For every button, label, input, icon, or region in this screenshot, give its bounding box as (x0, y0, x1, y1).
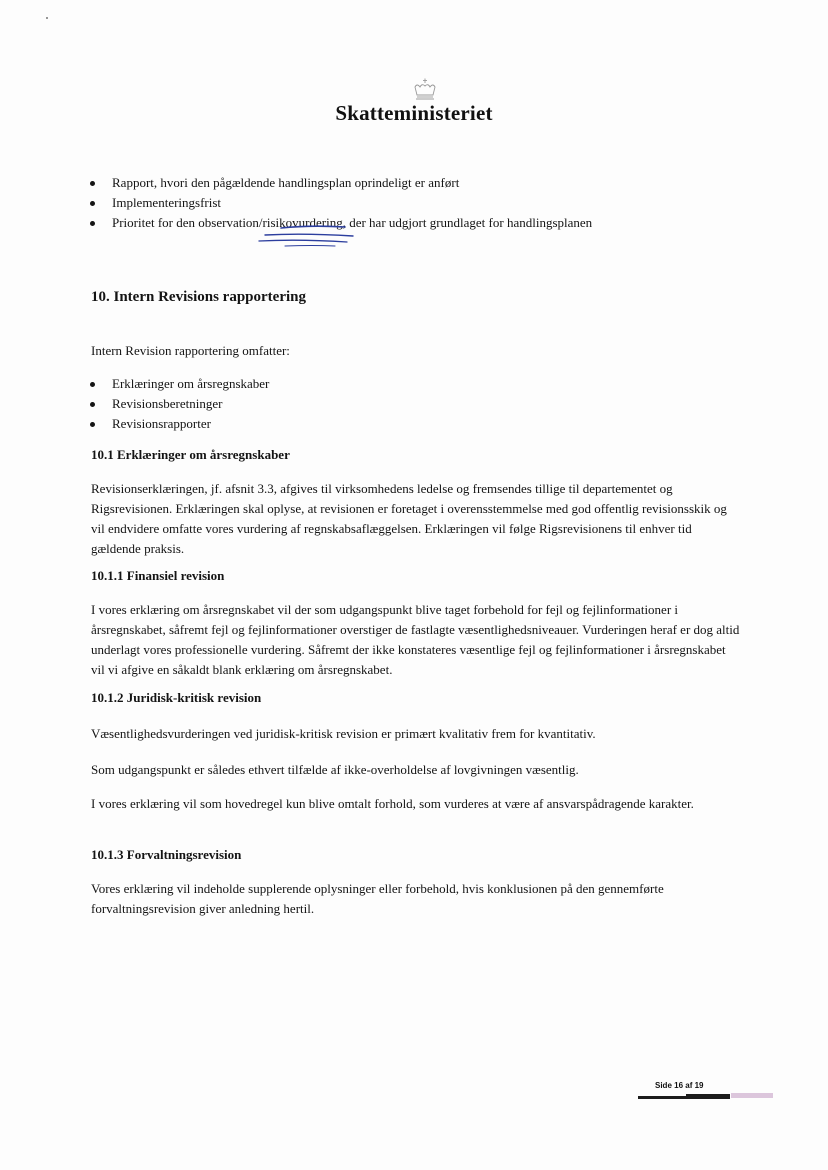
list-item: Implementeringsfrist (88, 193, 592, 213)
list-item: Revisionsberetninger (88, 394, 269, 414)
list-item: Revisionsrapporter (88, 414, 269, 434)
footer-rule-thick (686, 1094, 730, 1099)
paragraph: Som udgangspunkt er således ethvert tilfælde af ikke-overholdelse af lovgivningen væsentlig. (91, 762, 579, 777)
list-item: Rapport, hvori den pågældende handlingsplan oprindeligt er anført (88, 173, 592, 193)
subsection-heading: 10.1.3 Forvaltningsrevision (91, 847, 242, 862)
page-number: Side 16 af 19 (655, 1081, 704, 1090)
ministry-title: Skatteministeriet (335, 101, 493, 125)
paragraph: Revisionserklæringen, jf. afsnit 3.3, afgives til virksomhedens ledelse og fremsendes tillige til departementet og Rigsrevisionen. Erklæringen skal oplyse, at revisionen er foretaget i overensstemmelse med god offentlig revisionsskik og vil endvidere omfatte vores vurdering af regnskabsaflæggelsen. Erklæringen vil følge Rigsrevisionens til enhver tid gældende praksis. (91, 481, 727, 556)
crown-logo-icon (412, 78, 438, 100)
scan-speck (46, 17, 48, 19)
subsection-heading: 10.1.2 Juridisk-kritisk revision (91, 690, 262, 705)
paragraph: I vores erklæring vil som hovedregel kun blive omtalt forhold, som vurderes at være af ansvarspådragende karakter. (91, 796, 694, 811)
paragraph: Væsentlighedsvurderingen ved juridisk-kritisk revision er primært kvalitativ frem for kvantitativ. (91, 726, 596, 741)
paragraph: Vores erklæring vil indeholde supplerende oplysninger eller forbehold, hvis konklusionen på den gennemførte forvaltningsrevision giver anledning hertil. (91, 881, 664, 916)
report-types-list (88, 374, 269, 434)
list-item: Prioritet for den observation/risikovurdering, der har udgjort grundlaget for handlingsplanen (88, 213, 592, 233)
list-item: Erklæringer om årsregnskaber (88, 374, 269, 394)
section-heading: 10. Intern Revisions rapportering (91, 289, 306, 305)
subsection-heading: 10.1 Erklæringer om årsregnskaber (91, 447, 290, 462)
pen-underline-marks (255, 222, 365, 250)
footer-accent-bar (731, 1093, 773, 1098)
section-intro: Intern Revision rapportering omfatter: (91, 343, 290, 358)
subsection-heading: 10.1.1 Finansiel revision (91, 568, 225, 583)
paragraph: I vores erklæring om årsregnskabet vil der som udgangspunkt blive taget forbehold for fejl og fejlinformationer i årsregnskabet, såfremt fejl og fejlinformationer overstiger de fastlagte væsentlighedsniveauer. Vurderingen heraf er dog altid underlagt vores professionelle vurdering. Såfremt der ikke konstateres væsentlige fejl og fejlinformationer i årsregnskabet vil vi afgive en såkaldt blank erklæring om årsregnskabet. (91, 602, 740, 677)
